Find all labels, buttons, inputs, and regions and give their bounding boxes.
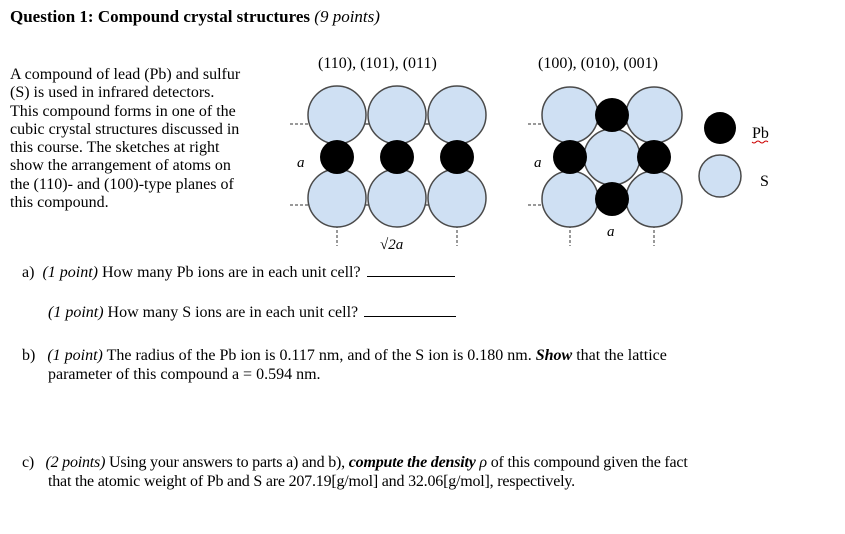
question-a2 [48,302,456,322]
dim-a-left: a [297,155,305,171]
intro-line: This compound forms in one of the [10,102,236,120]
question-c [22,453,688,491]
s-atom [368,169,426,227]
question-c-points: (2 points) [45,454,106,471]
pb-atom [320,140,354,174]
s-atom [626,171,682,227]
dim-a-right: a [534,155,542,171]
answer-blank-s[interactable] [364,302,456,317]
question-b-label: b) [22,347,36,364]
question-a2-text: How many S ions are in each unit cell? [107,304,359,321]
pb-atom [380,140,414,174]
question-c-line2: that the atomic weight of Pb and S are 207.19[g/mol] and 32.06[g/mol], respectively. [48,473,575,490]
s-atom [308,86,366,144]
question-a1-text: How many Pb ions are in each unit cell? [101,264,361,281]
question-b-line1b: that the lattice [576,347,667,364]
s-atom [626,87,682,143]
dim-a-bottom: a [607,224,615,240]
answer-blank-pb[interactable] [367,262,455,277]
intro-line: A compound of lead (Pb) and sulfur [10,66,241,83]
question-b-line2: parameter of this compound a = 0.594 nm. [48,366,321,383]
legend-pb-swatch [704,112,736,144]
legend-pb-label: Pb [752,125,769,142]
planes-100-label: (100), (010), (001) [538,55,658,72]
pb-atom [637,140,671,174]
s-atom [428,86,486,144]
question-a2-points: (1 point) [48,304,104,321]
intro-line: (S) is used in infrared detectors. [10,84,215,102]
intro-line: this compound. [10,194,109,212]
question-a1 [22,262,455,282]
question-c-line1a: Using your answers to parts a) and b), [109,454,345,471]
dim-sqrt2a: √2a [380,237,404,253]
question-c-emph: compute the density [348,454,476,471]
s-atom [542,87,598,143]
intro-line: the (110)- and (100)-type planes of [10,175,234,193]
question-a-label: a) [22,264,35,281]
plane-110-diagram [290,86,486,246]
question-points: (9 points) [314,7,380,26]
pb-atom [553,140,587,174]
question-b [22,346,667,384]
density-symbol: ρ [479,454,487,471]
planes-110-label: (110), (101), (011) [318,55,437,72]
plane-100-diagram [528,87,682,246]
pb-atom [440,140,474,174]
question-c-label: c) [22,454,35,471]
pb-atom [595,98,629,132]
s-atom [308,169,366,227]
s-atom [584,129,640,185]
question-title-text: Question 1: Compound crystal structures [10,7,311,26]
question-a1-points: (1 point) [42,264,98,281]
s-atom [542,171,598,227]
legend-s-swatch [699,155,741,197]
legend-s-label: S [760,173,769,190]
pb-atom [595,182,629,216]
legend [699,112,769,197]
question-b-points: (1 point) [47,347,103,364]
question-c-line1b: of this compound given the fact [490,454,688,471]
intro-line: show the arrangement of atoms on [10,157,231,175]
intro-line: cubic crystal structures discussed in [10,120,240,138]
s-atom [428,169,486,227]
intro-line: this course. The sketches at right [10,139,220,157]
question-b-line1: The radius of the Pb ion is 0.117 nm, and of the S ion is 0.180 nm. [106,347,532,364]
question-b-emph: Show [535,347,573,364]
s-atom [368,86,426,144]
